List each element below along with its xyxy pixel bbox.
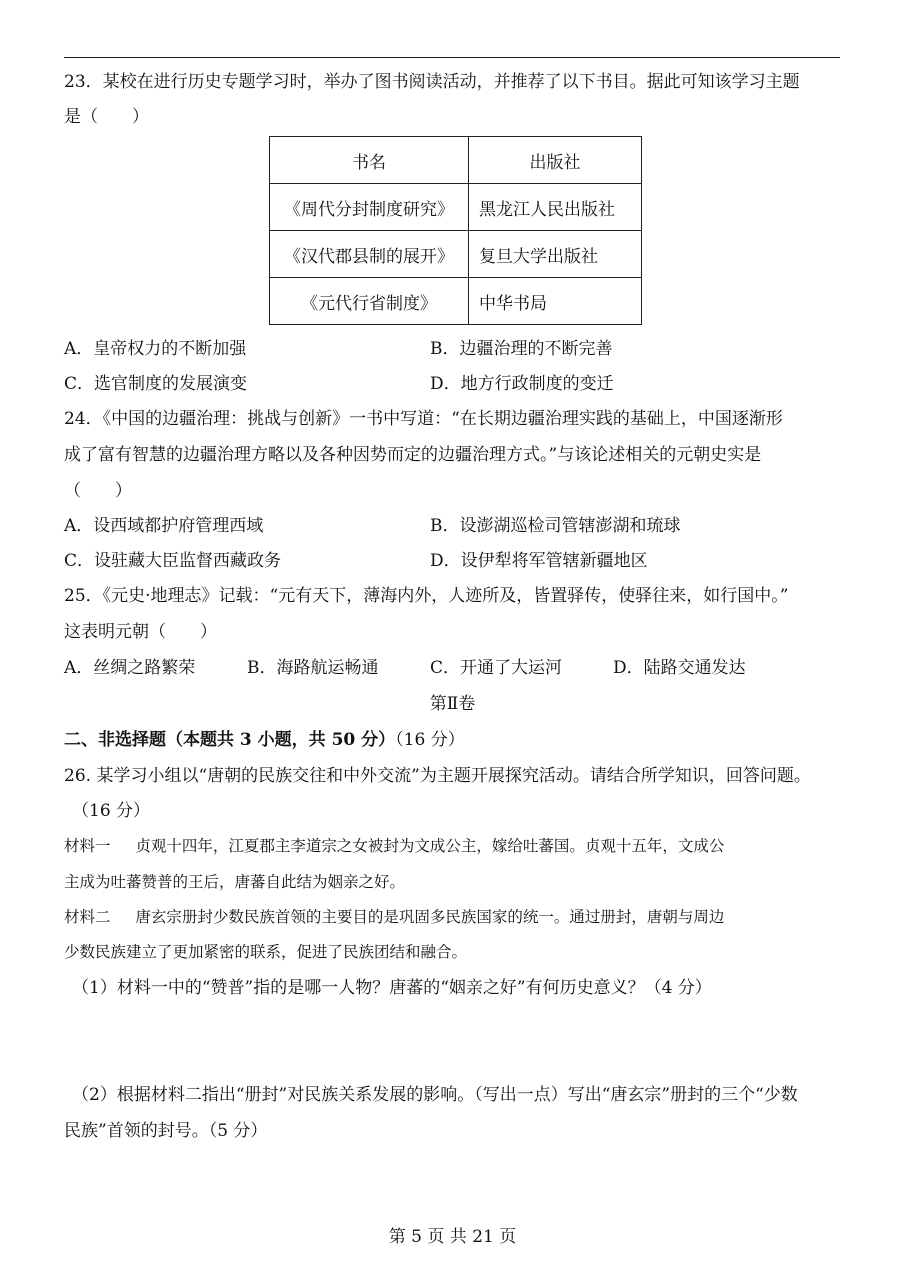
table-row — [270, 184, 642, 231]
part-two-title: 第Ⅱ卷 — [429, 694, 476, 714]
table-cell-title: 《元代行省制度》 — [270, 278, 469, 325]
section-two-heading-points: （16 分） — [395, 730, 465, 750]
q26-material-one-line1: 材料一 贞观十四年，江夏郡主李道宗之女被封为文成公主，嫁给吐蕃国。贞观十五年，文成公 — [64, 837, 725, 855]
page-footer: 第 5 页 共 21 页 — [388, 1227, 517, 1247]
q23-option-d: D．地方行政制度的变迁 — [430, 374, 614, 394]
q25-option-d: D．陆路交通发达 — [613, 658, 746, 678]
q26-stem-line1: 26. 某学习小组以“唐朝的民族交往和中外交流”为主题开展探究活动。请结合所学知识，回答问题。 — [64, 766, 811, 786]
q23-option-c: C．选官制度的发展演变 — [64, 374, 248, 394]
table-header-publisher: 出版社 — [469, 137, 642, 184]
q24-option-d: D．设伊犁将军管辖新疆地区 — [430, 551, 648, 571]
section-two-heading-bold: 二、非选择题（本题共 3 小题，共 50 分） — [64, 730, 396, 750]
q25-option-a: A．丝绸之路繁荣 — [64, 658, 196, 678]
q26-subquestion-2-line1: （2）根据材料二指出“册封”对民族关系发展的影响。（写出一点）写出“唐玄宗”册封的三个“少数 — [72, 1085, 798, 1105]
book-table — [269, 136, 642, 325]
top-rule — [64, 57, 840, 58]
q24-option-a: A．设西域都护府管理西域 — [64, 516, 264, 536]
table-header-title: 书名 — [270, 137, 469, 184]
q24-option-b: B．设澎湖巡检司管辖澎湖和琉球 — [430, 516, 681, 536]
section-two-heading — [64, 728, 465, 752]
q23-option-b: B．边疆治理的不断完善 — [430, 339, 613, 359]
q23-option-a: A．皇帝权力的不断加强 — [64, 339, 247, 359]
q26-subquestion-1: （1）材料一中的“赞普”指的是哪一人物？唐蕃的“姻亲之好”有何历史意义？（4 分） — [72, 978, 712, 998]
q25-stem-line1: 25．《元史·地理志》记载：“元有天下，薄海内外，人迹所及，皆置驿传，使驿往来，如行国中。” — [64, 586, 789, 606]
q26-material-two-line2: 少数民族建立了更加紧密的联系，促进了民族团结和融合。 — [64, 943, 468, 961]
q25-stem-line2: 这表明元朝（ ） — [64, 622, 217, 642]
q24-stem-line1: 24．《中国的边疆治理：挑战与创新》一书中写道：“在长期边疆治理实践的基础上，中国逐渐形 — [64, 409, 783, 429]
q24-option-c: C．设驻藏大臣监督西藏政务 — [64, 551, 282, 571]
q24-stem-line3: （ ） — [64, 481, 132, 501]
q26-material-two-line1: 材料二 唐玄宗册封少数民族首领的主要目的是巩固多民族国家的统一。通过册封，唐朝与周边 — [64, 908, 725, 926]
table-cell-publisher: 中华书局 — [469, 278, 642, 325]
q25-option-b: B．海路航运畅通 — [247, 658, 379, 678]
table-row — [270, 231, 642, 278]
table-cell-title: 《汉代郡县制的展开》 — [270, 231, 469, 278]
q26-subquestion-2-line2: 民族”首领的封号。（5 分） — [64, 1121, 268, 1141]
q26-stem-line2: （16 分） — [72, 801, 151, 821]
table-cell-publisher: 黑龙江人民出版社 — [469, 184, 642, 231]
table-cell-title: 《周代分封制度研究》 — [270, 184, 469, 231]
q25-option-c: C．开通了大运河 — [430, 658, 563, 678]
q23-stem-line1: 23．某校在进行历史专题学习时，举办了图书阅读活动，并推荐了以下书目。据此可知该学习主题 — [64, 72, 800, 92]
q24-stem-line2: 成了富有智慧的边疆治理方略以及各种因势而定的边疆治理方式。”与该论述相关的元朝史实是 — [64, 445, 762, 465]
q26-material-one-line2: 主成为吐蕃赞普的王后，唐蕃自此结为姻亲之好。 — [64, 873, 406, 891]
table-header-row — [270, 137, 642, 184]
table-cell-publisher: 复旦大学出版社 — [469, 231, 642, 278]
table-row — [270, 278, 642, 325]
q23-stem-line2: 是（ ） — [64, 107, 149, 127]
